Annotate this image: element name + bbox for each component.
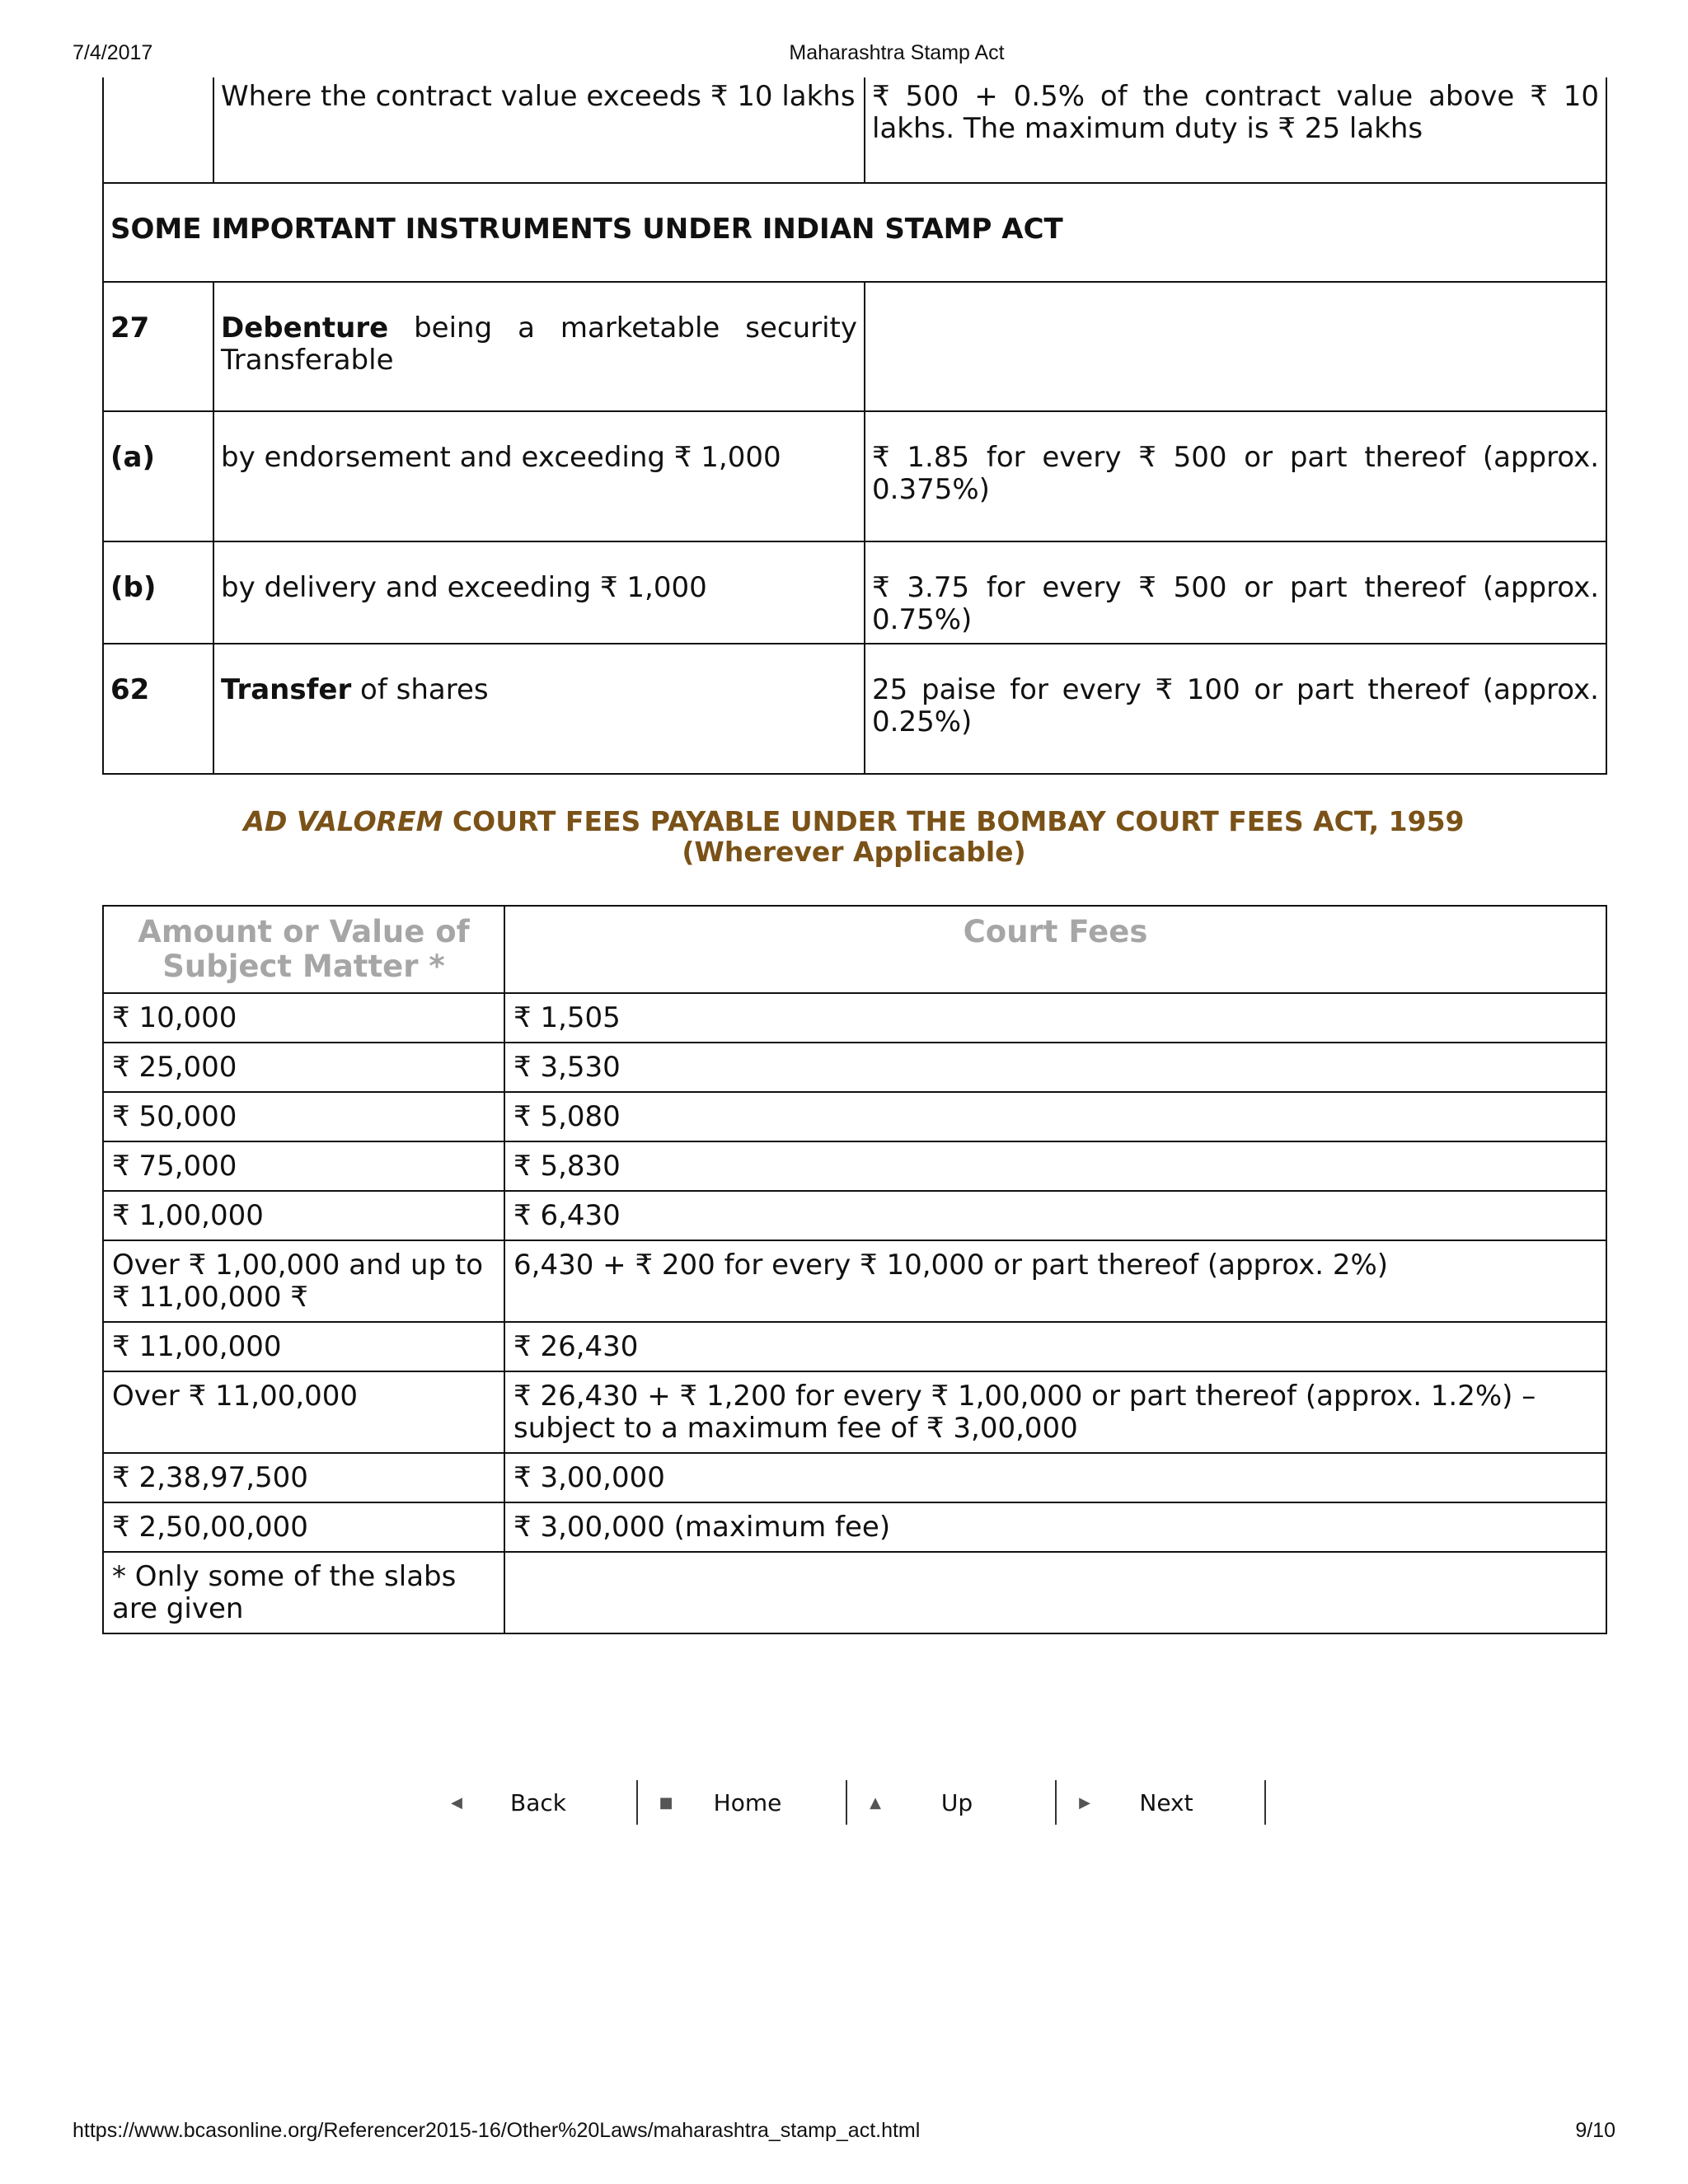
navigation-bar (429, 1780, 1266, 1825)
duty-rate: 25 paise for every ₹ 100 or part thereof (approx. 0.25%) (865, 644, 1606, 774)
page-url: https://www.bcasonline.org/Referencer2015-16/Other%20Laws/maharashtra_stamp_act.html (73, 2119, 921, 2142)
court-fee-cell (504, 1552, 1606, 1633)
duty-rate: ₹ 500 + 0.5% of the contract value above ₹ 10 lakhs. The maximum duty is ₹ 25 lakhs (865, 77, 1606, 183)
instrument-detail: of shares (351, 673, 489, 706)
print-date: 7/4/2017 (73, 41, 153, 64)
instrument-description (213, 644, 865, 774)
instrument-description: by endorsement and exceeding ₹ 1,000 (213, 411, 865, 541)
table-row (103, 411, 1606, 541)
heading-subtitle: (Wherever Applicable) (682, 836, 1026, 868)
court-fee-cell: ₹ 3,00,000 (504, 1453, 1606, 1502)
table-row (103, 993, 1606, 1043)
court-fee-cell: ₹ 1,505 (504, 993, 1606, 1043)
instrument-name: Debenture (221, 312, 389, 344)
court-fee-cell: ₹ 3,00,000 (maximum fee) (504, 1502, 1606, 1552)
heading-text: COURT FEES PAYABLE UNDER THE BOMBAY COURT FEES ACT, 1959 (443, 805, 1465, 837)
home-button[interactable] (638, 1780, 847, 1825)
court-fee-cell: ₹ 26,430 (504, 1322, 1606, 1371)
stamp-duty-table (102, 77, 1607, 775)
instrument-name: Transfer (221, 673, 352, 706)
table-row (103, 1322, 1606, 1371)
amount-cell: ₹ 1,00,000 (103, 1191, 504, 1240)
next-label: Next (1139, 1788, 1193, 1816)
table-row (103, 1371, 1606, 1453)
table-row (103, 1191, 1606, 1240)
court-fees-heading (102, 806, 1606, 867)
court-fee-cell: ₹ 5,830 (504, 1141, 1606, 1191)
home-label: Home (713, 1788, 782, 1816)
table-row (103, 1552, 1606, 1633)
instrument-description (213, 282, 865, 411)
amount-cell: Over ₹ 1,00,000 and up to ₹ 11,00,000 ₹ (103, 1240, 504, 1322)
triangle-right-icon: ▶ (1079, 1793, 1090, 1811)
table-row (103, 1092, 1606, 1141)
item-number: (b) (103, 541, 213, 644)
instrument-detail: being a marketable security Transferable (221, 312, 857, 377)
back-label: Back (510, 1788, 566, 1816)
square-icon: ■ (659, 1793, 673, 1811)
amount-cell: ₹ 25,000 (103, 1043, 504, 1092)
amount-cell: ₹ 50,000 (103, 1092, 504, 1141)
amount-cell: ₹ 2,38,97,500 (103, 1453, 504, 1502)
item-number-cell (103, 77, 213, 183)
page-number: 9/10 (1575, 2119, 1615, 2142)
court-fee-cell: 6,430 + ₹ 200 for every ₹ 10,000 or part thereof (approx. 2%) (504, 1240, 1606, 1322)
table-row (103, 183, 1606, 282)
table-row (103, 1240, 1606, 1322)
court-fees-table (102, 905, 1607, 1634)
instrument-description: by delivery and exceeding ₹ 1,000 (213, 541, 865, 644)
next-button[interactable] (1057, 1780, 1266, 1825)
item-number: (a) (103, 411, 213, 541)
amount-cell: Over ₹ 11,00,000 (103, 1371, 504, 1453)
amount-cell: ₹ 10,000 (103, 993, 504, 1043)
item-number: 27 (103, 282, 213, 411)
table-header-row (103, 906, 1606, 993)
amount-cell: * Only some of the slabs are given (103, 1552, 504, 1633)
court-fees-rows (103, 993, 1606, 1633)
table-row (103, 77, 1606, 183)
instrument-description: Where the contract value exceeds ₹ 10 lakhs (213, 77, 865, 183)
amount-cell: ₹ 2,50,00,000 (103, 1502, 504, 1552)
item-number: 62 (103, 644, 213, 774)
section-title: SOME IMPORTANT INSTRUMENTS UNDER INDIAN STAMP ACT (103, 183, 1606, 282)
table-row (103, 1502, 1606, 1552)
triangle-up-icon: ▲ (870, 1793, 881, 1811)
table-row (103, 1453, 1606, 1502)
column-header-amount: Amount or Value of Subject Matter * (103, 906, 504, 993)
print-page-title: Maharashtra Stamp Act (789, 41, 1005, 64)
court-fee-cell: ₹ 26,430 + ₹ 1,200 for every ₹ 1,00,000 or part thereof (approx. 1.2%) – subject to a maximum fee of ₹ 3,00,000 (504, 1371, 1606, 1453)
amount-cell: ₹ 75,000 (103, 1141, 504, 1191)
column-header-court-fees: Court Fees (504, 906, 1606, 993)
table-row (103, 1141, 1606, 1191)
duty-rate: ₹ 1.85 for every ₹ 500 or part thereof (approx. 0.375%) (865, 411, 1606, 541)
amount-cell: ₹ 11,00,000 (103, 1322, 504, 1371)
duty-rate: ₹ 3.75 for every ₹ 500 or part thereof (approx. 0.75%) (865, 541, 1606, 644)
back-button[interactable] (429, 1780, 638, 1825)
table-row (103, 541, 1606, 644)
duty-rate (865, 282, 1606, 411)
court-fee-cell: ₹ 3,530 (504, 1043, 1606, 1092)
table-row (103, 644, 1606, 774)
court-fee-cell: ₹ 5,080 (504, 1092, 1606, 1141)
table-row (103, 1043, 1606, 1092)
triangle-left-icon: ◀ (451, 1793, 462, 1811)
court-fee-cell: ₹ 6,430 (504, 1191, 1606, 1240)
up-label: Up (940, 1788, 973, 1816)
table-row (103, 282, 1606, 411)
heading-italic: AD VALOREM (243, 805, 443, 837)
up-button[interactable] (847, 1780, 1057, 1825)
